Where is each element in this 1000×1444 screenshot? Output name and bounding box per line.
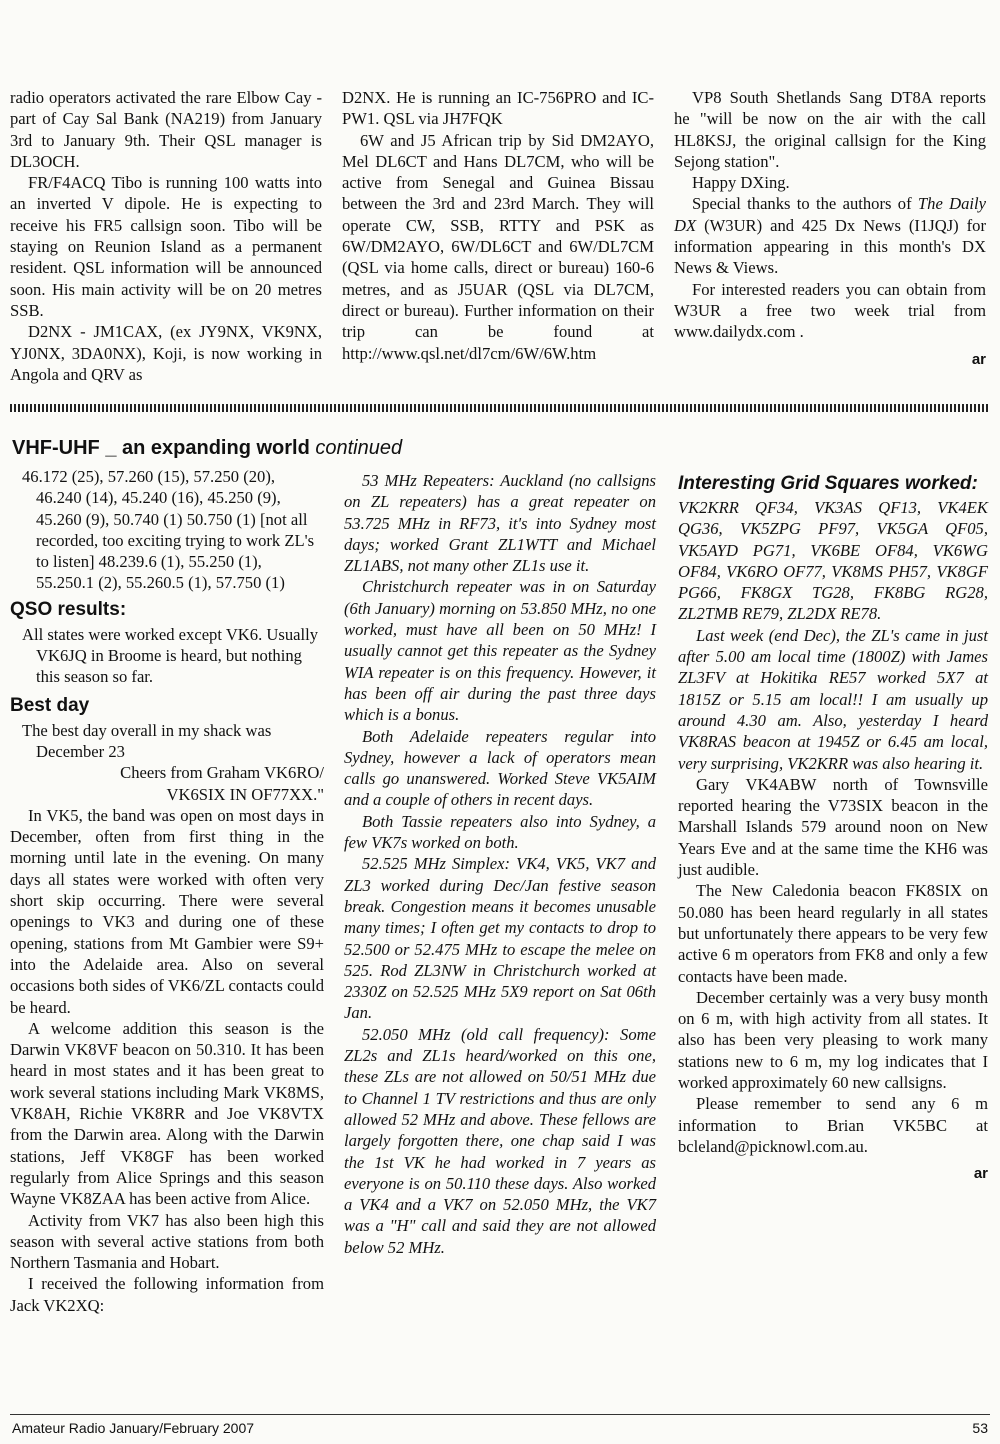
- paragraph: radio operators activated the rare Elbow Cay - part of Cay Sal Bank (NA219) from January 3rd to January 9th. Their QSL manager is DL3OCH.: [10, 88, 322, 171]
- paragraph: 53 MHz Repeaters: Auckland (no callsigns on ZL repeaters) has a great repeater on 53.725 MHz in RF73, it's into Sydney most days; worked Grant ZL1WTT and Michael ZL1ABS, not many other ZL1s use it.: [344, 471, 656, 576]
- grid-squares-heading: Interesting Grid Squares worked:: [678, 473, 978, 494]
- paragraph: 52.525 MHz Simplex: VK4, VK5, VK7 and ZL3 worked during Dec/Jan festive season break. Congestion means it becomes unusable many times; I often get my contacts to drop to 52.500 or 52.475 MHz to escape the melee on 525. Rod ZL3NW in Christchurch worked at 2330Z on 52.525 MHz 5X9 report on Sat 06th Jan.: [344, 854, 656, 1023]
- paragraph: The best day overall in my shack was December 23: [22, 720, 272, 761]
- section-divider: [10, 404, 990, 412]
- paragraph: Gary VK4ABW north of Townsville reported hearing the V73SIX beacon in the Marshall Islands 579 around noon on New Years Eve and at the same time the KH6 was just audible.: [678, 774, 988, 880]
- vhf-column-3: [678, 472, 988, 1185]
- paragraph: For interested readers you can obtain from W3UR a free two week trial from www.dailydx.com .: [674, 279, 986, 342]
- page-footer: [10, 1414, 990, 1435]
- paragraph: Happy DXing.: [692, 173, 790, 193]
- paragraph: A welcome addition this season is the Darwin VK8VF beacon on 50.310. It has been heard in most states and it has been great to work several stations including Mark VK8MS, VK8AH, Richie VK8RR and Joe VK8VTX from the Darwin area. Along with the Darwin stations, Jeff VK8GF has been worked regularly from Alice Springs and this season Wayne VK8ZAA has been active from Alice.: [10, 1018, 324, 1209]
- paragraph: I received the following information from Jack VK2XQ:: [10, 1274, 324, 1315]
- section-title-main: VHF-UHF _ an expanding world: [12, 437, 310, 459]
- section-title-continued: continued: [315, 437, 403, 459]
- grid-squares-list: VK2KRR QF34, VK3AS QF13, VK4EK QG36, VK5ZPG PF97, VK5GA QF05, VK5AYD PG71, VK6BE OF84, VK6WG OF84, VK6RO OF77, VK8MS PH57, VK8GF PG66, FK8GX TG28, FK8BG RG28, ZL2TMB RE79, ZL2DX RE78.: [678, 498, 988, 624]
- paragraph: Last week (end Dec), the ZL's came in just after 5.00 am local time (1800Z) with James ZL3FV at Hokitika RE57 worked 5X7 at 1815Z or 5.15 am local!! I am usually up around 4.30 am. Also, yesterday I heard VK8RAS beacon at 1945Z or 6.45 am local, very surprising, VK2KRR was also hearing it.: [678, 625, 988, 773]
- paragraph: Special thanks to the authors of The Daily DX (W3UR) and 425 Dx News (I1JQJ) for information appearing in this month's DX News & Views.: [674, 194, 986, 278]
- paragraph: Please remember to send any 6 m information to Brian VK5BC at bcleland@picknowl.com.au.: [678, 1094, 988, 1156]
- vhf-column-2: [344, 470, 656, 1258]
- sign-off: Cheers from Graham VK6RO/: [120, 763, 324, 783]
- paragraph: December certainly was a very busy month on 6 m, with high activity from all states. It also has been very pleasing to work many stations new to 6 m, my log indicates that I worked approximately 60 new callsigns.: [678, 987, 988, 1093]
- paragraph: The New Caledonia beacon FK8SIX on 50.080 has been heard regularly in all states but unfortunately there appears to be very few active 6 m operators from FK8 and only a few contacts have been made.: [678, 881, 988, 986]
- vhf-column-1: [10, 466, 324, 1316]
- sign-off: VK6SIX IN OF77XX.": [166, 784, 324, 804]
- paragraph: Activity from VK7 has also been high this season with several active stations from both Northern Tasmania and Hobart.: [10, 1210, 324, 1273]
- paragraph: All states were worked except VK6. Usually VK6JQ in Broome is heard, but nothing this season so far.: [22, 624, 318, 687]
- section-title: [12, 436, 402, 460]
- paragraph: VP8 South Shetlands Sang DT8A reports he "will be now on the air with the call HL8KSJ, the original callsign for the King Sejong station".: [674, 88, 986, 171]
- paragraph: In VK5, the band was open on most days in December, often from first thing in the morning until late in the evening. On many days all states were worked with often very short skip occurring. There were several openings to VK3 and during one of these opening, stations from Mt Gambier were S9+ into the Adelaide area. Also on several occasions both sides of VK6/ZL contacts could be heard.: [10, 805, 324, 1017]
- paragraph: FR/F4ACQ Tibo is running 100 watts into an inverted V dipole. He is expecting to receive his FR5 callsign soon. Tibo will be staying on Reunion Island as a permanent resident. QSL information will be announced soon. His main activity will be on 20 metres SSB.: [10, 173, 322, 320]
- top-column-3: [674, 87, 986, 370]
- paragraph: D2NX - JM1CAX, (ex JY9NX, VK9NX, YJ0NX, 3DA0NX), Koji, is now working in Angola and QRV as: [10, 322, 322, 384]
- paragraph: Both Adelaide repeaters regular into Sydney, however a lack of operators mean calls go unanswered. Worked Steve VK5AIM and a couple of others in recent days.: [344, 726, 656, 810]
- paragraph: 52.050 MHz (old call frequency): Some ZL2s and ZL1s heard/worked on this one, these ZLs are not allowed on 50/51 MHz due to Channel 1 TV restrictions and thus are only allowed 52 MHz and above. These fellows are largely forgotten there, one chap said I was the 1st VK he had worked in 7 years as everyone is on 50.110 these days. Also worked a VK4 and a VK7 on 52.050 MHz, the VK7 was a "H" call and said they are not allowed below 52 MHz.: [344, 1024, 656, 1257]
- paragraph: D2NX. He is running an IC-756PRO and IC-PW1. QSL via JH7FQK: [342, 88, 654, 129]
- publication-name: Amateur Radio January/February 2007: [12, 1420, 255, 1436]
- paragraph: Both Tassie repeaters also into Sydney, a few VK7s worked on both.: [344, 811, 656, 853]
- end-mark: ar: [973, 1165, 988, 1183]
- best-day-heading: Best day: [10, 694, 90, 716]
- qso-results-heading: QSO results:: [10, 598, 127, 620]
- paragraph: 6W and J5 African trip by Sid DM2AYO, Mel DL6CT and Hans DL7CM, who will be active from Senegal and Guinea Bissau between the 3rd and 23rd March. They will operate CW, SSB, RTTY and PSK as 6W/DM2AYO, 6W/DL6CT and 6W/DL7CM (QSL via home calls, direct or bureau) 160-6 metres, and as J5UAR (QSL via DL7CM, direct or bureau). Further information on their trip can be found at http://www.qsl.net/dl7cm/6W/6W.htm: [342, 130, 654, 363]
- frequency-list: 46.172 (25), 57.260 (15), 57.250 (20), 46.240 (14), 45.240 (16), 45.250 (9), 45.260 (9), 50.740 (1) 50.750 (1) [not all recorded, too exciting trying to work ZL's to listen] 48.239.6 (1), 55.250 (1), 55.250.1 (2), 55.260.5 (1), 57.750 (1): [22, 467, 315, 593]
- end-mark: ar: [971, 350, 986, 368]
- top-column-2: [342, 87, 654, 364]
- top-column-1: [10, 87, 322, 385]
- paragraph: Christchurch repeater was in on Saturday (6th January) morning on 53.850 MHz, no one worked, must have all been on 50 MHz! I usually cannot get this repeater as the Sydney WIA repeater is on this frequency. However, it has been off air during the past three days which is a bonus.: [344, 577, 656, 725]
- page-number: 53: [972, 1420, 988, 1436]
